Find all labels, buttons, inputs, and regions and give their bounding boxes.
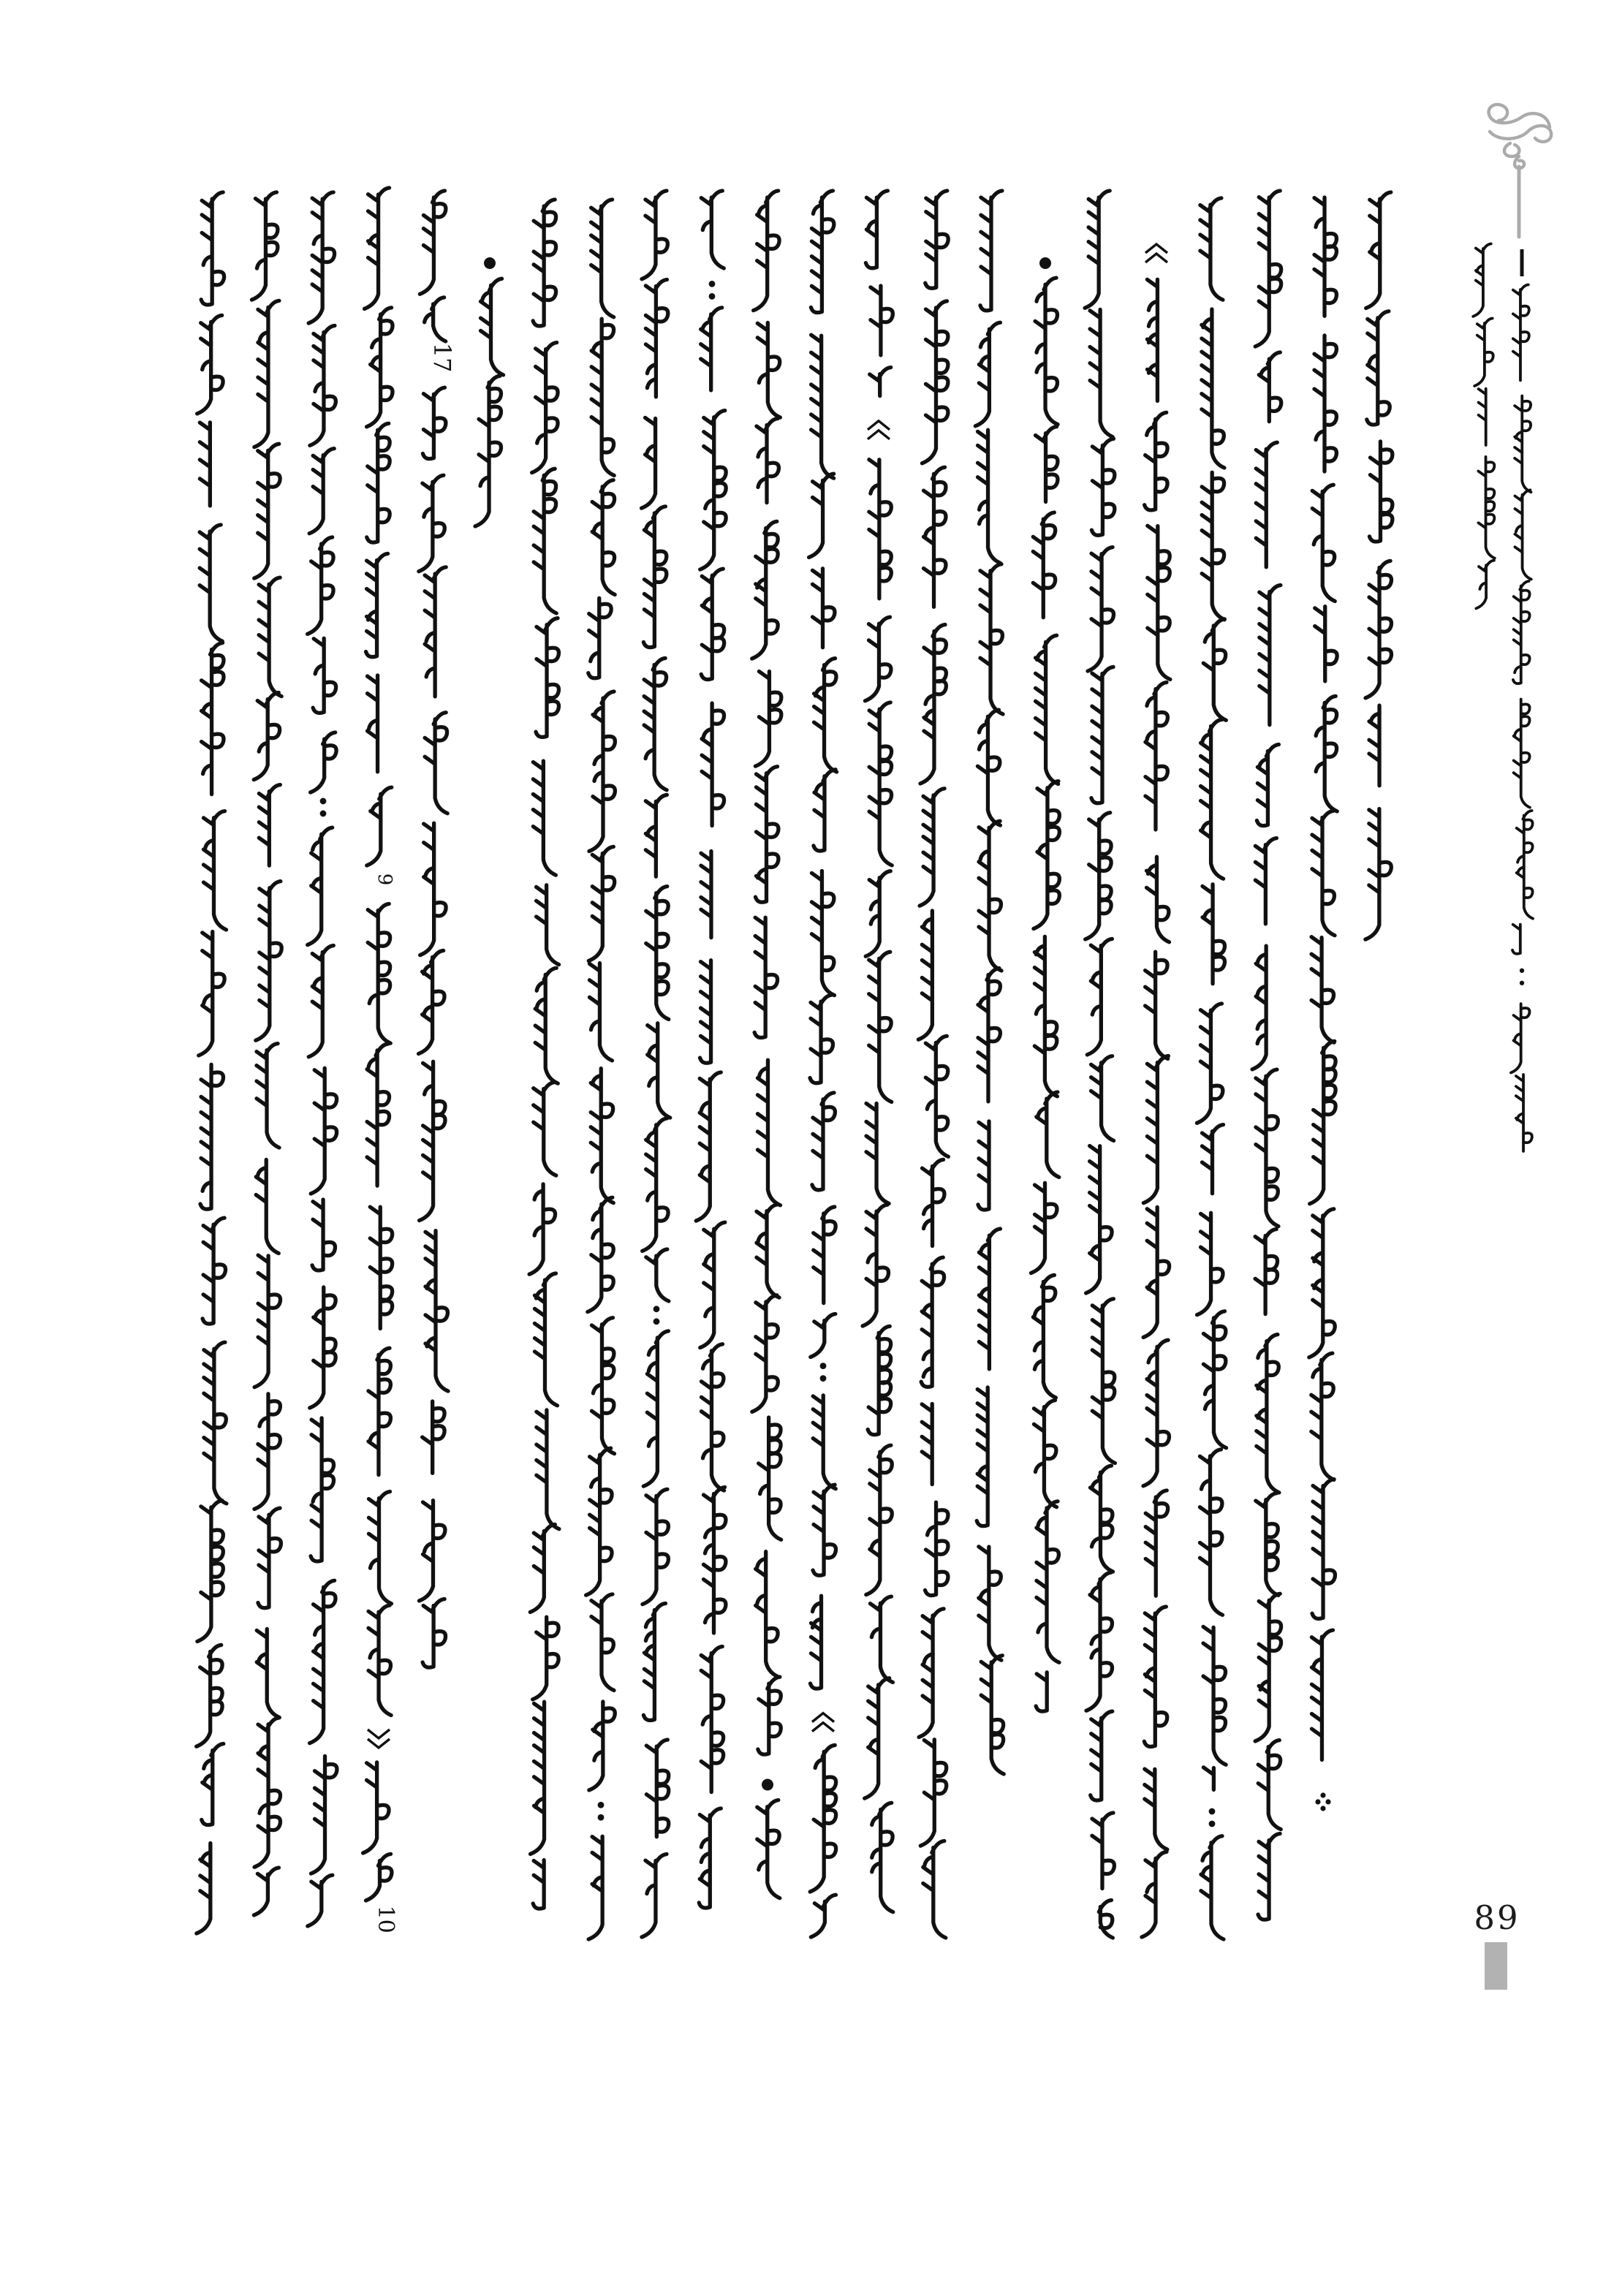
page-number: 89 <box>1474 1898 1520 1937</box>
mongolian-text-column <box>529 200 559 1909</box>
mongolian-text-column <box>1252 191 1281 1920</box>
mongolian-text-column <box>1085 191 1115 1938</box>
open-quote-mark <box>812 1713 834 1722</box>
mongolian-text-column <box>1031 257 1060 1711</box>
bullet-dot <box>762 1778 773 1790</box>
mongolian-text-column <box>363 188 398 1933</box>
bullet-dot <box>1039 257 1051 269</box>
open-quote-mark <box>868 421 890 430</box>
mongolian-text-column <box>475 257 503 526</box>
footnote-text-column <box>1473 244 1495 609</box>
mongolian-text-column <box>308 192 337 1926</box>
inline-numeral-17: 17 <box>428 342 456 373</box>
calligraphic-flourish-icon <box>1489 105 1552 237</box>
mongolian-text-column <box>918 191 948 1938</box>
bullet-dot <box>484 257 496 269</box>
mongolian-text-column <box>419 191 456 1667</box>
open-quote-mark <box>868 431 890 439</box>
close-quote-mark <box>368 1739 390 1748</box>
footnote-text-column <box>1511 285 1533 1151</box>
mongolian-text-column <box>197 192 227 1933</box>
mongolian-text-column <box>1142 244 1170 1937</box>
mongolian-text-column <box>696 191 726 1908</box>
mongolian-text-column <box>586 200 615 1939</box>
mongolian-text-column <box>975 191 1004 1774</box>
mongolian-text-column <box>863 191 893 1912</box>
open-quote-mark <box>812 1723 834 1732</box>
mongolian-text-column <box>1197 198 1226 1939</box>
page-edge-tab <box>1485 1942 1507 1990</box>
close-quote-mark <box>368 1729 390 1738</box>
open-quote-mark <box>1145 254 1167 262</box>
inline-numeral-9: 9 <box>374 873 395 886</box>
inline-numeral-10: 10 <box>373 1905 398 1933</box>
mongolian-text-column <box>1309 197 1337 1811</box>
mongolian-text-column <box>251 192 281 1915</box>
mongolian-text-column <box>642 191 670 1937</box>
mongolian-text-column <box>809 191 837 1937</box>
mongolian-text-column <box>1365 192 1393 939</box>
open-quote-mark <box>1145 244 1167 253</box>
mongolian-text-column <box>752 191 781 1898</box>
